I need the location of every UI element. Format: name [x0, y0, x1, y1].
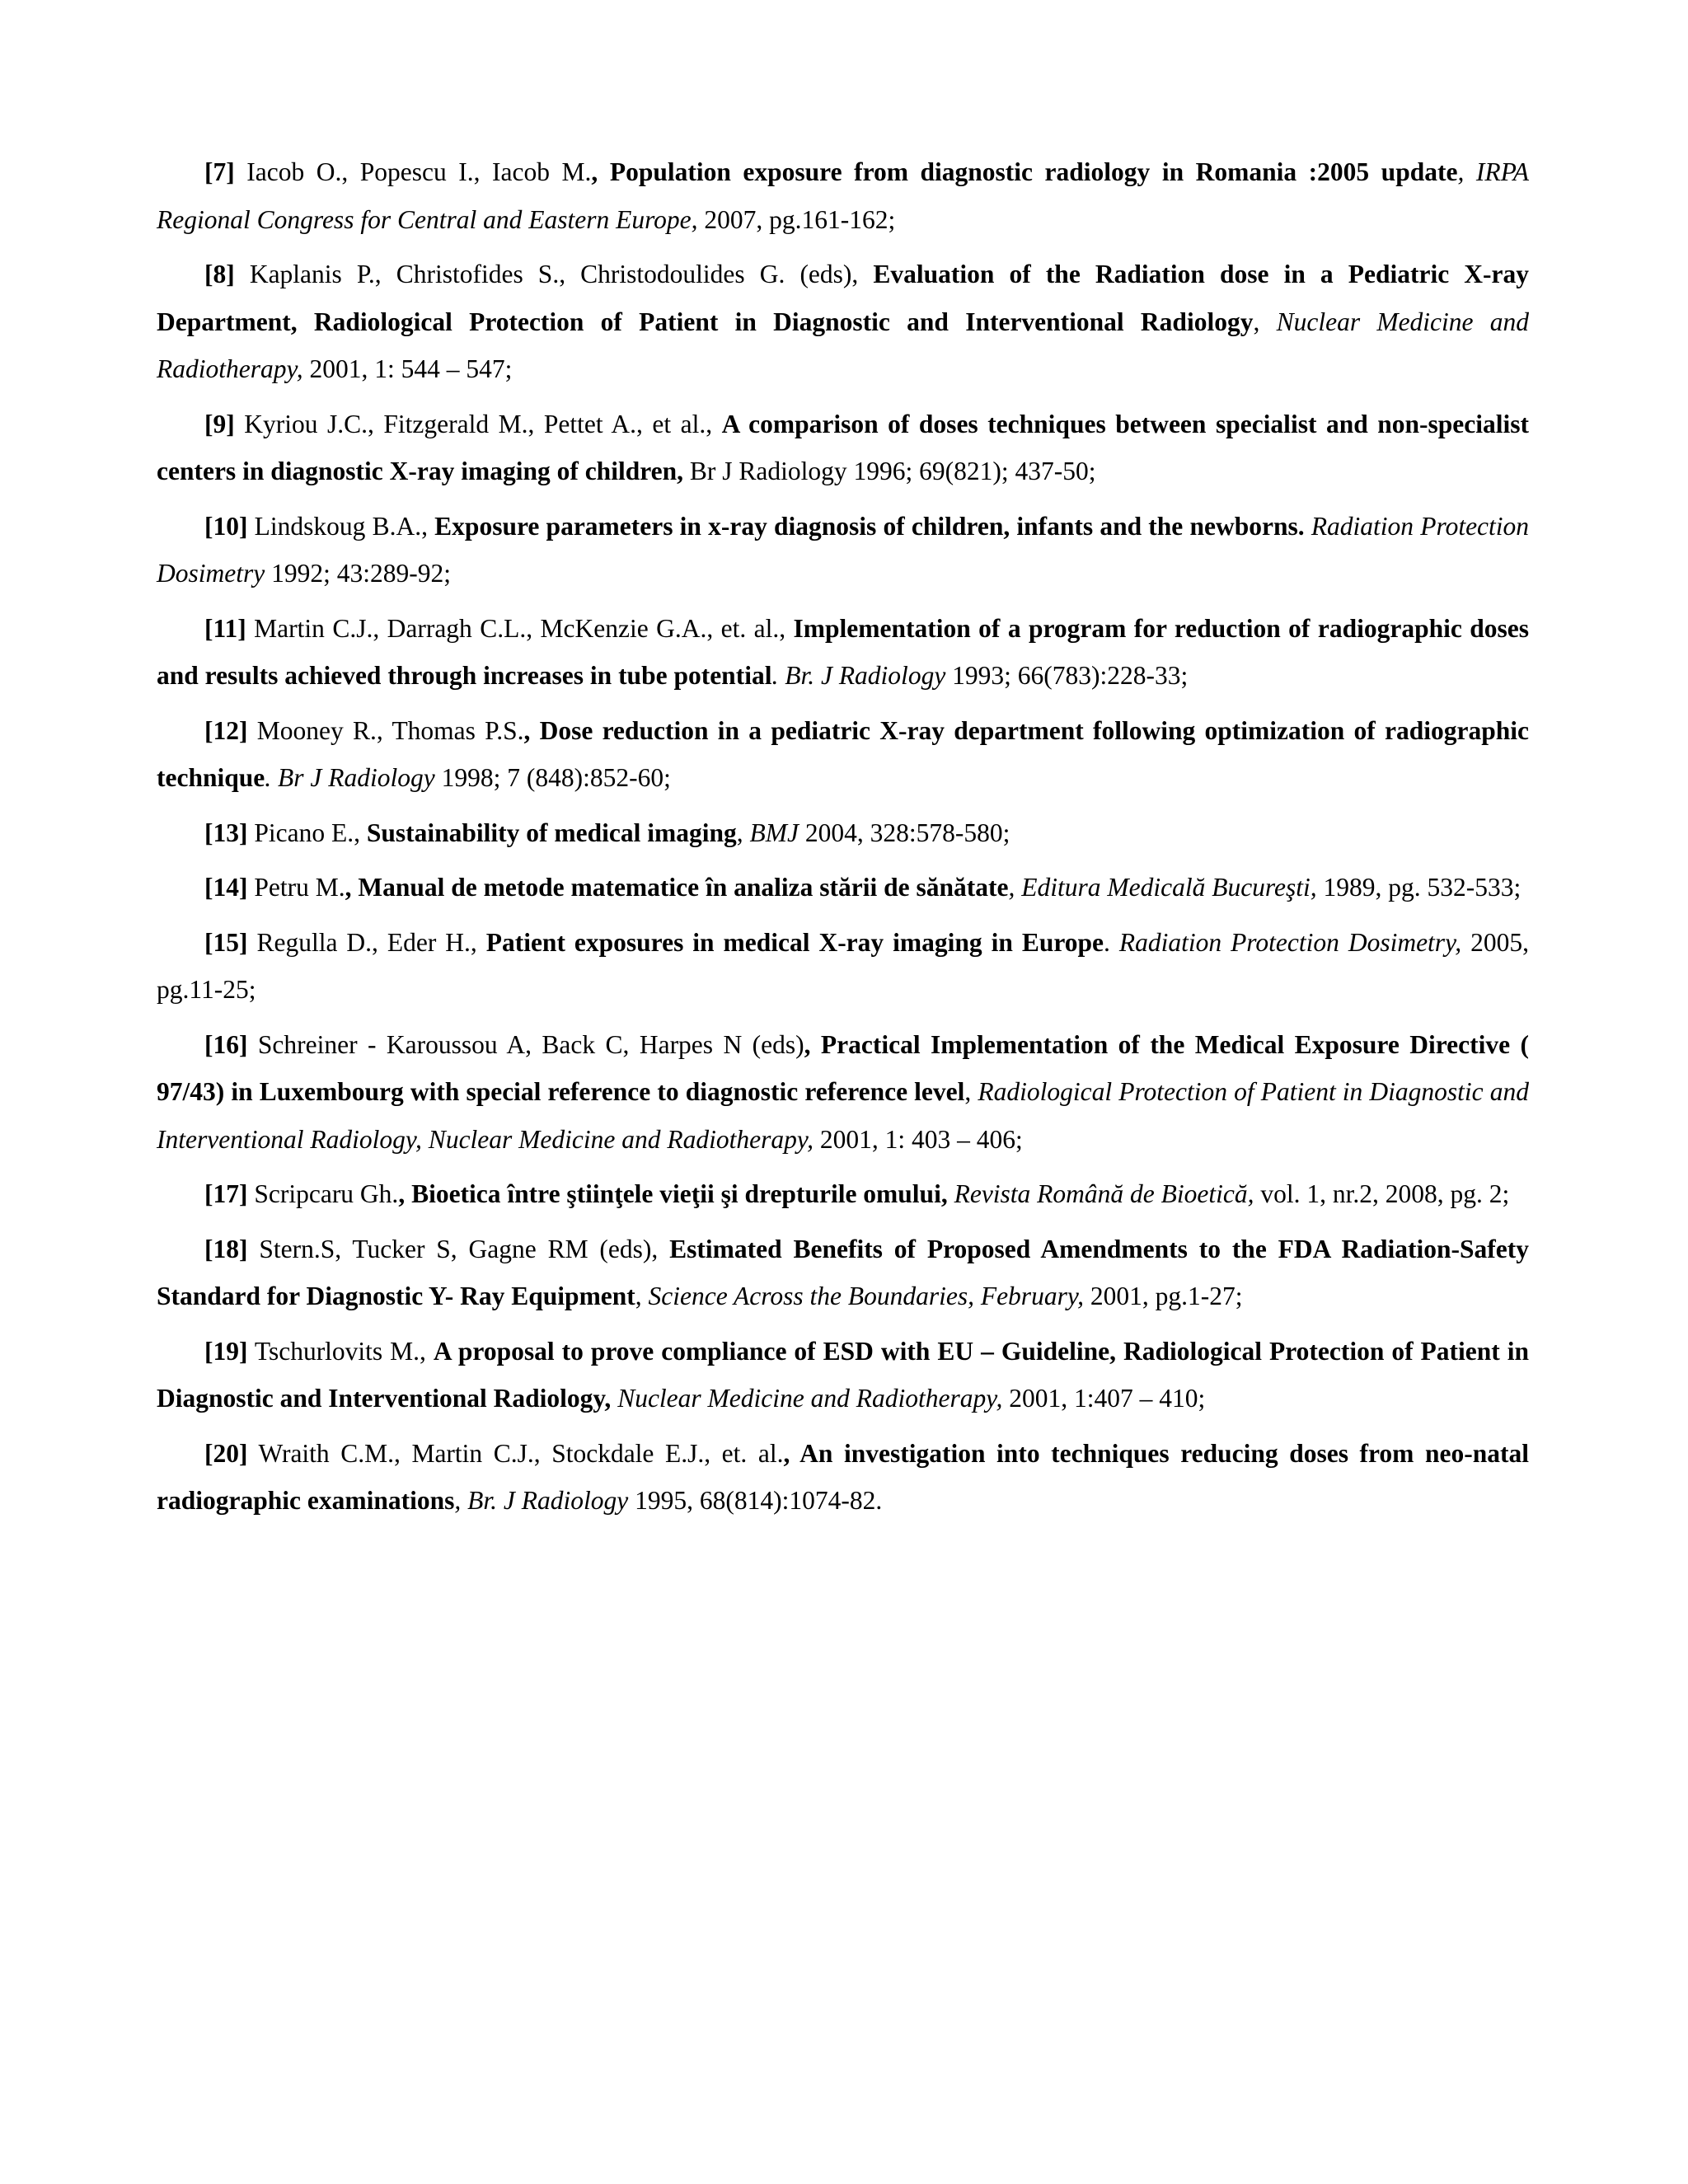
reference-source: . Br. J Radiology — [771, 661, 946, 690]
reference-item — [157, 1430, 1529, 1525]
reference-text: , — [736, 818, 750, 847]
reference-item — [157, 1226, 1529, 1320]
reference-text — [1305, 512, 1311, 541]
reference-number: [15] — [204, 927, 248, 957]
reference-title: A proposal to prove compliance of ESD with EU – Guideline, Radiological Protection of Patient in Diagnostic and Interventional Radiology, — [157, 1336, 1530, 1413]
reference-text: Martin C.J., Darragh C.L., McKenzie G.A., et. al., — [254, 613, 794, 643]
reference-text: Petru M. — [254, 873, 345, 902]
reference-source: BMJ — [749, 818, 799, 847]
reference-source: Radiation Protection Dosimetry — [157, 511, 1530, 588]
reference-number: [10] — [204, 511, 248, 541]
reference-number: [13] — [204, 818, 248, 847]
reference-text: Wraith C.M., Martin C.J., Stockdale E.J., et. al. — [258, 1438, 784, 1468]
reference-source: Nuclear Medicine and Radiotherapy, — [157, 307, 1530, 383]
reference-text: 1992; 43:289-92; — [265, 559, 451, 588]
reference-source: . Br J Radiology — [265, 763, 435, 792]
reference-item — [157, 605, 1529, 700]
reference-source: Revista Română de Bioetică, — [954, 1179, 1254, 1208]
reference-text: 2001, 1: 403 – 406; — [813, 1124, 1023, 1154]
reference-item — [157, 864, 1529, 912]
reference-item — [157, 251, 1529, 393]
reference-title: Patient exposures in medical X-ray imaging in Europe — [485, 927, 1104, 957]
reference-text — [611, 1384, 617, 1413]
reference-number: [14] — [204, 873, 248, 902]
reference-title: Sustainability of medical imaging — [366, 818, 737, 847]
reference-source: , Editura Medicală Bucureşti, — [1008, 873, 1317, 902]
reference-title: , Dose reduction in a pediatric X-ray department following optimization of radiographic technique — [157, 715, 1530, 792]
reference-number: [8] — [204, 260, 235, 288]
reference-text: Tschurlovits M., — [254, 1336, 434, 1366]
reference-number: [17] — [204, 1179, 248, 1208]
reference-text: Lindskoug B.A., — [254, 511, 435, 541]
reference-source: , Br. J Radiology — [454, 1486, 629, 1515]
reference-number: [11] — [204, 613, 246, 643]
reference-text: 1995, 68(814):1074-82. — [628, 1486, 883, 1515]
reference-number: [16] — [204, 1029, 248, 1059]
reference-item — [157, 707, 1529, 802]
reference-text: Scripcaru Gh. — [254, 1179, 399, 1208]
reference-item — [157, 1021, 1529, 1164]
reference-number: [20] — [204, 1438, 248, 1468]
reference-source: Radiological Protection of Patient in Diagnostic and Interventional Radiology, Nuclear Medicine and Radiotherapy, — [157, 1077, 1529, 1154]
reference-text: 2001, 1: 544 – 547; — [302, 354, 513, 383]
reference-title: , Population exposure from diagnostic radiology in Romania :2005 update — [591, 157, 1458, 186]
reference-text: Stern.S, Tucker S, Gagne RM (eds), — [259, 1234, 670, 1263]
reference-text: 2005, pg.11-25; — [157, 927, 1530, 1004]
reference-item — [157, 919, 1529, 1014]
reference-number: [9] — [204, 409, 235, 438]
reference-text: , — [1253, 307, 1277, 336]
reference-item — [157, 809, 1529, 857]
reference-source: Radiation Protection Dosimetry, — [1118, 927, 1462, 957]
reference-item — [157, 401, 1529, 495]
reference-item — [157, 503, 1529, 598]
reference-text: Iacob O., Popescu I., Iacob M. — [246, 157, 592, 186]
reference-text: Kyriou J.C., Fitzgerald M., Pettet A., et al., — [244, 409, 722, 438]
reference-number: [12] — [204, 715, 248, 745]
reference-title: Exposure parameters in x-ray diagnosis of children, infants and the newborns. — [434, 511, 1305, 541]
reference-number: [19] — [204, 1336, 248, 1366]
reference-title: , Bioetica între ştiinţele vieţii şi drepturile omului, — [398, 1179, 948, 1208]
reference-text: Schreiner - Karoussou A, Back C, Harpes N (eds) — [257, 1029, 804, 1059]
reference-text: Br J Radiology 1996; 69(821); 437-50; — [683, 457, 1096, 485]
reference-text: , — [964, 1077, 978, 1106]
reference-title: Estimated Benefits of Proposed Amendments to the FDA Radiation-Safety Standard for Diagnostic Y- Ray Equipment — [157, 1234, 1529, 1310]
reference-title: Evaluation of the Radiation dose in a Pediatric X-ray Department, Radiological Protection of Patient in Diagnostic and Interventional Radiology — [157, 260, 1530, 336]
reference-text: , — [635, 1282, 649, 1310]
reference-text: 1993; 66(783):228-33; — [945, 661, 1189, 690]
reference-text: Kaplanis P., Christofides S., Christodoulides G. (eds), — [249, 260, 874, 288]
reference-text: Picano E., — [254, 818, 367, 847]
reference-title: , An investigation into techniques reducing doses from neo-natal radiographic examinations — [157, 1438, 1529, 1515]
reference-item — [157, 148, 1529, 243]
reference-text: vol. 1, nr.2, 2008, pg. 2; — [1254, 1179, 1510, 1208]
reference-text: 2004, 328:578-580; — [798, 818, 1010, 847]
reference-title: Implementation of a program for reduction of radiographic doses and results achieved through increases in tube potential — [157, 613, 1530, 690]
reference-list — [157, 148, 1529, 1532]
reference-text: Mooney R., Thomas P.S. — [256, 715, 524, 745]
reference-text: Regulla D., Eder H., — [256, 927, 486, 957]
reference-text: 1998; 7 (848):852-60; — [434, 763, 671, 792]
reference-number: [7] — [204, 157, 235, 186]
reference-title: , Manual de metode matematice în analiza stării de sănătate — [345, 873, 1009, 902]
reference-text: 1989, pg. 532-533; — [1316, 873, 1522, 902]
reference-item — [157, 1328, 1529, 1422]
reference-item — [157, 1170, 1529, 1218]
reference-number: [18] — [204, 1234, 248, 1263]
reference-title: A comparison of doses techniques between specialist and non-specialist centers in diagnostic X-ray imaging of children, — [157, 409, 1530, 485]
reference-source: Nuclear Medicine and Radiotherapy, — [617, 1384, 1003, 1413]
reference-source: , IRPA Regional Congress for Central and Eastern Europe, — [157, 157, 1530, 234]
reference-text: 2001, 1:407 – 410; — [1002, 1384, 1206, 1413]
reference-text: 2007, pg.161-162; — [697, 204, 896, 234]
reference-text: . — [1104, 927, 1119, 957]
reference-text — [948, 1179, 954, 1208]
reference-text: 2001, pg.1-27; — [1083, 1282, 1243, 1310]
reference-title: , Practical Implementation of the Medical Exposure Directive ( 97/43) in Luxembourg with special reference to diagnostic reference level — [157, 1029, 1529, 1106]
reference-source: Science Across the Boundaries, February, — [648, 1282, 1084, 1310]
